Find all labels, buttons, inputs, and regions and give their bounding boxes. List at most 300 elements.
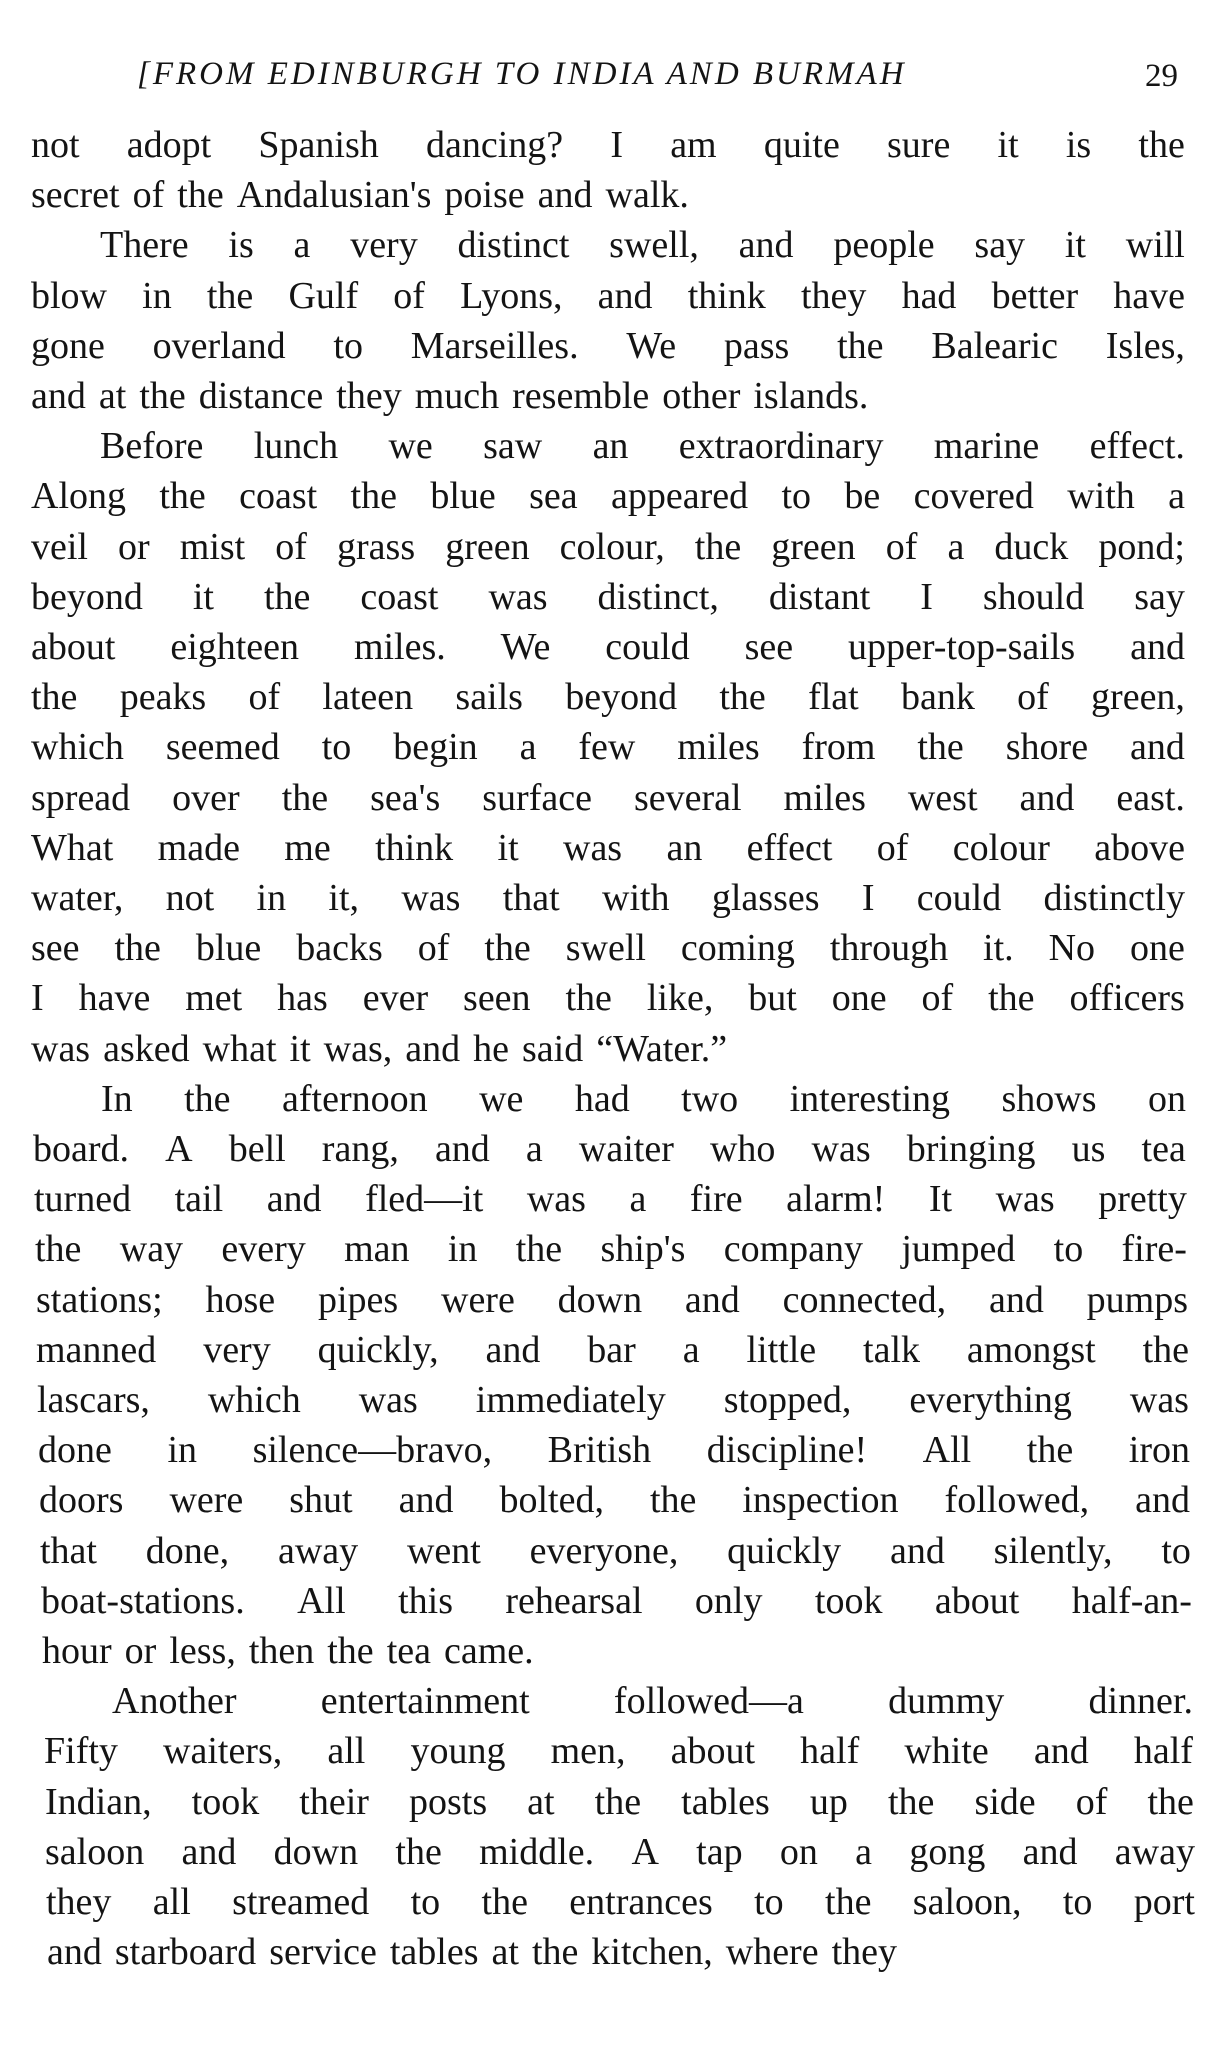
- word: asked: [103, 1028, 190, 1070]
- word: a: [519, 726, 537, 768]
- word: Marseilles.: [410, 325, 579, 367]
- word: and: [485, 1329, 541, 1371]
- word: Lyons,: [460, 275, 563, 317]
- word: and: [1130, 626, 1185, 668]
- word: half-an-: [1071, 1580, 1192, 1622]
- word: and: [1033, 1730, 1089, 1772]
- word: duck: [994, 526, 1069, 568]
- text-line: [44, 1726, 1193, 1776]
- word: A: [631, 1831, 659, 1873]
- word: all: [152, 1881, 191, 1923]
- word: less,: [169, 1630, 236, 1672]
- word: and: [434, 1128, 490, 1170]
- word: board.: [33, 1128, 130, 1170]
- word: in: [167, 1429, 197, 1471]
- word: green: [445, 526, 530, 568]
- text-line: [31, 572, 1185, 622]
- text-line: [37, 1375, 1189, 1425]
- word: not: [31, 124, 80, 166]
- word: sea: [529, 475, 578, 517]
- word: down: [273, 1831, 359, 1873]
- word: stations;: [36, 1279, 163, 1321]
- word: quickly: [727, 1530, 842, 1572]
- word: Gulf: [288, 275, 359, 317]
- word: was: [488, 576, 548, 618]
- word: they: [46, 1881, 112, 1923]
- word: away: [1114, 1831, 1195, 1873]
- word: We: [626, 325, 677, 367]
- running-head: [0, 56, 1227, 106]
- word: people: [833, 224, 935, 266]
- word: pumps: [1086, 1279, 1188, 1321]
- word: grass: [337, 526, 416, 568]
- word: west: [907, 777, 978, 819]
- word: on: [1147, 1078, 1186, 1120]
- text-line: [31, 672, 1185, 722]
- word: I: [920, 576, 933, 618]
- word: sea's: [370, 777, 441, 819]
- word: the: [184, 1078, 231, 1120]
- word: dummy: [888, 1680, 1005, 1722]
- word: to: [1062, 1881, 1093, 1923]
- word: overland: [152, 325, 286, 367]
- word: shows: [1001, 1078, 1097, 1120]
- text-line: [47, 1927, 1196, 1977]
- text-line: [38, 1425, 1190, 1475]
- word: saloon: [45, 1831, 145, 1873]
- word: to: [781, 475, 812, 517]
- word: in: [142, 275, 172, 317]
- word: at: [527, 1781, 555, 1823]
- word: tea: [1141, 1128, 1186, 1170]
- word: and: [537, 174, 593, 216]
- word: which: [207, 1379, 301, 1421]
- word: was: [1129, 1379, 1189, 1421]
- word: the: [481, 1881, 528, 1923]
- word: was: [811, 1128, 871, 1170]
- word: two: [681, 1078, 739, 1120]
- word: tail: [174, 1178, 224, 1220]
- word: man: [344, 1228, 410, 1270]
- word: stopped,: [723, 1379, 852, 1421]
- word: about: [934, 1580, 1020, 1622]
- word: it: [192, 576, 214, 618]
- word: white: [904, 1730, 989, 1772]
- word: about: [670, 1730, 756, 1772]
- word: spread: [31, 777, 131, 819]
- word: poise: [444, 174, 525, 216]
- text-line: [46, 1877, 1195, 1927]
- word: on: [779, 1831, 818, 1873]
- word: Isles,: [1105, 325, 1185, 367]
- word: I: [610, 124, 623, 166]
- word: way: [119, 1228, 184, 1270]
- word: a: [293, 224, 311, 266]
- word: of: [248, 676, 281, 718]
- word: down: [557, 1279, 643, 1321]
- word: covered: [913, 475, 1034, 517]
- word: There: [100, 224, 189, 266]
- word: It: [928, 1178, 953, 1220]
- word: colour,: [559, 526, 665, 568]
- text-line: [39, 1475, 1190, 1525]
- word: the: [515, 1228, 563, 1270]
- word: port: [1133, 1881, 1195, 1923]
- word: see: [744, 626, 794, 668]
- word: were: [169, 1479, 244, 1521]
- word: very: [350, 224, 418, 266]
- word: that: [40, 1530, 97, 1572]
- word: colour: [952, 827, 1050, 869]
- word: kitchen,: [591, 1931, 713, 1973]
- word: only: [694, 1580, 763, 1622]
- word: company: [723, 1228, 864, 1270]
- word: then: [248, 1630, 315, 1672]
- word: miles: [677, 726, 760, 768]
- word: have: [1113, 275, 1185, 317]
- word: boat-stations.: [41, 1580, 245, 1622]
- word: hose: [205, 1279, 276, 1321]
- word: dancing?: [425, 124, 564, 166]
- word: rehearsal: [505, 1580, 643, 1622]
- word: of: [885, 526, 918, 568]
- word: and: [738, 224, 794, 266]
- word: A: [165, 1128, 193, 1170]
- word: officers: [1069, 977, 1185, 1019]
- word: blue: [195, 927, 262, 969]
- word: and: [47, 1931, 102, 1973]
- word: connected,: [782, 1279, 947, 1321]
- word: think: [375, 827, 454, 869]
- word: went: [406, 1530, 481, 1572]
- text-line: [31, 170, 1185, 220]
- word: shore: [1005, 726, 1089, 768]
- word: alarm!: [786, 1178, 886, 1220]
- word: bank: [900, 676, 975, 718]
- word: afternoon: [282, 1078, 428, 1120]
- word: seen: [463, 977, 531, 1019]
- text-line: [45, 1777, 1194, 1827]
- word: of: [1075, 1781, 1108, 1823]
- word: the: [206, 275, 254, 317]
- word: to: [1161, 1530, 1191, 1572]
- text-line: [31, 823, 1185, 873]
- word: all: [327, 1730, 366, 1772]
- word: British: [547, 1429, 652, 1471]
- word: immediately: [475, 1379, 666, 1421]
- word: to: [1053, 1228, 1084, 1270]
- word: with: [1067, 475, 1135, 517]
- word: and: [889, 1530, 945, 1572]
- word: he: [473, 1028, 509, 1070]
- word: islands.: [753, 375, 869, 417]
- word: see: [31, 927, 80, 969]
- word: miles.: [353, 626, 446, 668]
- word: of: [275, 526, 307, 568]
- word: All: [297, 1580, 346, 1622]
- word: the: [887, 1781, 935, 1823]
- word: talk: [863, 1329, 920, 1371]
- text-line: [45, 1827, 1195, 1877]
- word: of: [417, 927, 450, 969]
- word: Balearic: [931, 325, 1058, 367]
- word: and: [398, 1479, 454, 1521]
- text-line: [31, 120, 1185, 170]
- word: the: [594, 1781, 642, 1823]
- word: water,: [31, 877, 124, 919]
- word: What: [31, 827, 114, 869]
- word: better: [991, 275, 1079, 317]
- word: waiter: [578, 1128, 674, 1170]
- word: mist: [179, 526, 246, 568]
- text-line: [100, 220, 1185, 270]
- word: coast: [239, 475, 318, 517]
- word: done,: [145, 1530, 230, 1572]
- word: of: [876, 827, 909, 869]
- word: was: [995, 1178, 1055, 1220]
- word: followed,: [944, 1479, 1090, 1521]
- word: me: [284, 827, 331, 869]
- word: the: [531, 1931, 579, 1973]
- word: is: [1065, 124, 1092, 166]
- word: was: [358, 1379, 418, 1421]
- word: of: [1017, 676, 1049, 718]
- word: one: [831, 977, 887, 1019]
- word: took: [814, 1580, 883, 1622]
- word: amongst: [966, 1329, 1096, 1371]
- word: to: [410, 1881, 441, 1923]
- word: waiters,: [163, 1730, 283, 1772]
- word: was: [401, 877, 461, 919]
- word: Indian,: [45, 1781, 152, 1823]
- word: be: [844, 475, 881, 517]
- text-line: [31, 722, 1185, 772]
- word: several: [633, 777, 742, 819]
- word: this: [398, 1580, 453, 1622]
- word: I: [861, 877, 875, 919]
- text-line: [31, 923, 1185, 973]
- word: and: [1019, 777, 1075, 819]
- word: effect: [746, 827, 833, 869]
- word: eighteen: [170, 626, 300, 668]
- word: distinct,: [597, 576, 719, 618]
- word: peaks: [119, 676, 207, 718]
- word: hour: [42, 1630, 112, 1672]
- page-number: 29: [1145, 58, 1178, 94]
- word: pretty: [1098, 1178, 1187, 1220]
- word: shut: [289, 1479, 353, 1521]
- word: secret: [31, 174, 120, 216]
- word: inspection: [742, 1479, 899, 1521]
- word: lascars,: [37, 1379, 150, 1421]
- word: coast: [360, 576, 439, 618]
- word: middle.: [479, 1831, 595, 1873]
- word: could: [605, 626, 690, 668]
- word: effect.: [1089, 425, 1185, 467]
- word: the: [177, 174, 224, 216]
- running-title: [FROM EDINBURGH TO INDIA AND BURMAH: [137, 56, 907, 92]
- word: appeared: [610, 475, 749, 517]
- text-line: [36, 1275, 1188, 1325]
- word: tap: [696, 1831, 743, 1873]
- word: to: [321, 726, 352, 768]
- word: had: [901, 275, 957, 317]
- word: lateen: [322, 676, 414, 718]
- text-line: [40, 1526, 1191, 1576]
- word: lunch: [253, 425, 339, 467]
- word: and: [684, 1279, 740, 1321]
- word: with: [602, 877, 670, 919]
- word: the: [35, 1228, 82, 1270]
- word: but: [748, 977, 797, 1019]
- word: upper-top-sails: [848, 626, 1076, 668]
- word: Along: [31, 475, 126, 517]
- word: an: [592, 425, 629, 467]
- word: said: [522, 1028, 584, 1070]
- word: came.: [443, 1630, 534, 1672]
- word: think: [687, 275, 766, 317]
- text-line: [31, 522, 1185, 572]
- word: the: [159, 475, 206, 517]
- word: a: [629, 1178, 647, 1220]
- word: above: [1094, 827, 1185, 869]
- text-line: [31, 271, 1185, 321]
- word: the: [837, 325, 884, 367]
- word: the: [281, 777, 329, 819]
- word: tables: [389, 1931, 479, 1973]
- word: interesting: [789, 1078, 951, 1120]
- word: everything: [909, 1379, 1072, 1421]
- word: the: [649, 1479, 697, 1521]
- word: made: [157, 827, 240, 869]
- word: half: [800, 1730, 860, 1772]
- text-line: [31, 321, 1185, 371]
- word: at: [98, 375, 127, 417]
- word: Another: [112, 1680, 237, 1722]
- word: up: [809, 1781, 848, 1823]
- text-line: [36, 1325, 1189, 1375]
- word: they: [800, 275, 867, 317]
- word: will: [1125, 224, 1185, 266]
- word: marine: [933, 425, 1040, 467]
- word: distinctly: [1043, 877, 1185, 919]
- word: at: [491, 1931, 519, 1973]
- word: distinct: [457, 224, 570, 266]
- word: walk.: [605, 174, 689, 216]
- word: who: [709, 1128, 776, 1170]
- word: streamed: [232, 1881, 370, 1923]
- text-line: [31, 471, 1185, 521]
- word: were: [441, 1279, 515, 1321]
- word: fire: [689, 1178, 743, 1220]
- word: a: [682, 1329, 700, 1371]
- word: us: [1071, 1128, 1106, 1170]
- word: quite: [763, 124, 840, 166]
- word: and: [1135, 1479, 1190, 1521]
- word: the: [263, 576, 311, 618]
- word: In: [101, 1078, 133, 1120]
- word: swell: [565, 927, 646, 969]
- word: the: [114, 927, 161, 969]
- word: and: [988, 1279, 1044, 1321]
- word: or: [124, 1630, 157, 1672]
- word: their: [299, 1781, 369, 1823]
- word: like,: [646, 977, 714, 1019]
- word: doors: [39, 1479, 124, 1521]
- word: entertainment: [320, 1680, 530, 1722]
- word: the: [565, 977, 612, 1019]
- text-line: [41, 1576, 1192, 1626]
- word: other: [662, 375, 741, 417]
- word: the: [1138, 124, 1185, 166]
- word: saw: [483, 425, 543, 467]
- word: iron: [1128, 1429, 1190, 1471]
- word: seemed: [165, 726, 280, 768]
- word: through: [829, 927, 949, 969]
- word: ever: [362, 977, 429, 1019]
- word: to: [333, 325, 363, 367]
- word: to: [754, 1881, 784, 1923]
- word: flat: [808, 676, 859, 718]
- word: was: [526, 1178, 586, 1220]
- word: what: [202, 1028, 277, 1070]
- word: side: [974, 1781, 1036, 1823]
- word: in: [447, 1228, 478, 1270]
- word: gone: [31, 325, 105, 367]
- word: am: [670, 124, 717, 166]
- word: it: [1064, 224, 1086, 266]
- word: say: [974, 224, 1026, 266]
- word: Spanish: [258, 124, 379, 166]
- word: veil: [31, 526, 88, 568]
- text-line: [31, 371, 1185, 421]
- word: every: [221, 1228, 306, 1270]
- word: it: [997, 124, 1019, 166]
- word: pass: [723, 325, 790, 367]
- word: met: [185, 977, 243, 1019]
- word: bolted,: [499, 1479, 604, 1521]
- word: service: [269, 1931, 377, 1973]
- word: of: [132, 174, 165, 216]
- word: and: [405, 1028, 461, 1070]
- word: ship's: [600, 1228, 686, 1270]
- text-line: [101, 1074, 1186, 1124]
- word: little: [746, 1329, 817, 1371]
- word: they: [831, 1931, 898, 1973]
- word: one: [1130, 927, 1185, 969]
- word: of: [921, 977, 954, 1019]
- word: the: [694, 526, 742, 568]
- word: rang,: [321, 1128, 399, 1170]
- word: and: [181, 1831, 237, 1873]
- word: and: [1022, 1831, 1078, 1873]
- word: sails: [455, 676, 523, 718]
- word: No: [1048, 927, 1096, 969]
- word: coming: [680, 927, 795, 969]
- word: glasses: [711, 877, 820, 919]
- word: adopt: [126, 124, 212, 166]
- word: a: [855, 1831, 873, 1873]
- word: surface: [482, 777, 592, 819]
- word: quickly,: [317, 1329, 439, 1371]
- word: where: [725, 1931, 819, 1973]
- word: backs: [296, 927, 383, 969]
- word: has: [277, 977, 328, 1019]
- word: the: [1142, 1329, 1189, 1371]
- word: We: [500, 626, 551, 668]
- word: east.: [1116, 777, 1185, 819]
- word: followed—a: [613, 1680, 804, 1722]
